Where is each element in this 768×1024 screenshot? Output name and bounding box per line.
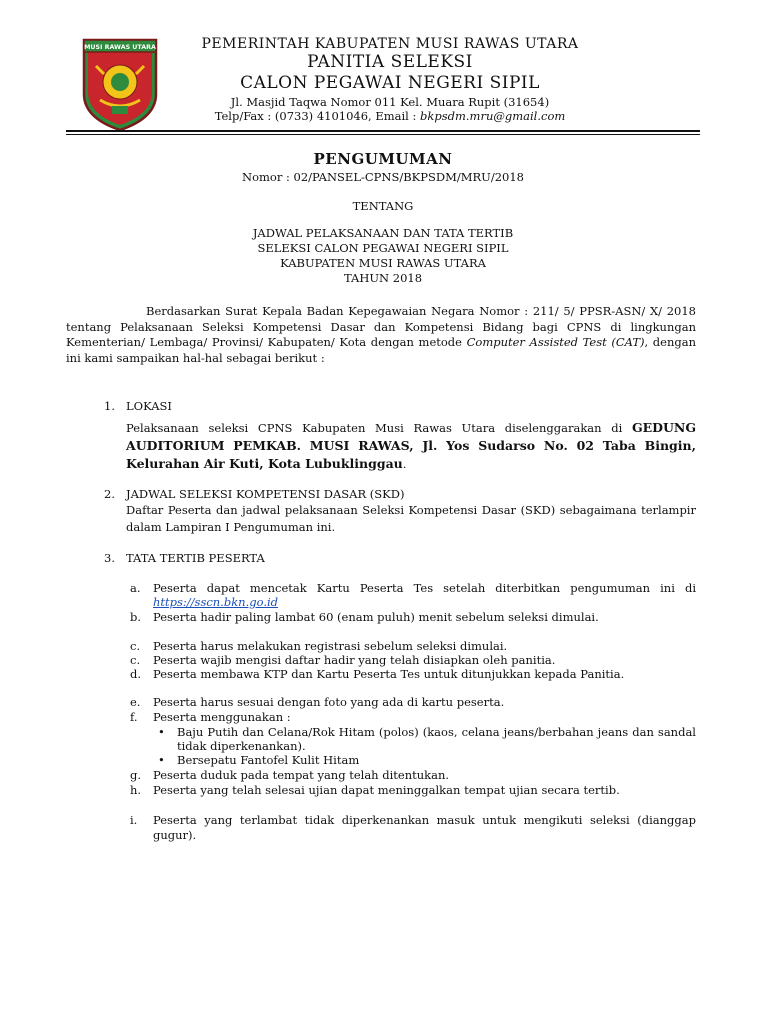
announcement-title: PENGUMUMAN (313, 150, 453, 168)
bullet-text: Bersepatu Fantofel Kulit Hitam (177, 753, 360, 767)
subject-line-2: SELEKSI CALON PEGAWAI NEGERI SIPIL (257, 241, 509, 255)
about-label: TENTANG (352, 199, 414, 213)
letterhead-rule-thick (66, 130, 700, 132)
rule-item-label: e. (130, 695, 141, 709)
rule-item-label: c. (130, 653, 141, 667)
rule-item-a-text: Peserta dapat mencetak Kartu Peserta Tes setelah diterbitkan pengumuman ini di (153, 581, 696, 595)
letterhead-government: PEMERINTAH KABUPATEN MUSI RAWAS UTARA (201, 36, 579, 52)
intro-text: Berdasarkan Surat Kepala Badan Kepegawaian Negara Nomor : 211/ 5/ PPSR-ASN/ X/ 2018 tentang Pelaksanaan Seleksi Kompetensi Dasar dan Kompetensi Bidang bagi CPNS di lingkungan Kementerian/ Lembaga/ Provinsi/ Kabupaten/ Kota dengan metode (66, 304, 696, 349)
rule-item-text: Peserta membawa KTP dan Kartu Peserta Tes untuk ditunjukkan kepada Panitia. (153, 667, 625, 681)
rule-item-label: b. (130, 610, 142, 624)
letterhead-address: Jl. Masjid Taqwa Nomor 011 Kel. Muara Rupit (31654) (230, 95, 550, 109)
subject-line-3: KABUPATEN MUSI RAWAS UTARA (280, 256, 486, 270)
intro-method: Computer Assisted Test (CAT) (466, 335, 645, 349)
rule-item-text: Peserta wajib mengisi daftar hadir yang telah disiapkan oleh panitia. (153, 653, 556, 667)
subject-line-4: TAHUN 2018 (343, 271, 423, 285)
rule-item-label: i. (130, 813, 138, 827)
rule-item-label: g. (130, 768, 142, 782)
section-2-number: 2. (104, 487, 115, 501)
rule-item-label: a. (130, 581, 141, 595)
sscn-link[interactable]: https://sscn.bkn.go.id (153, 594, 279, 609)
section-1-text: Pelaksanaan seleksi CPNS Kabupaten Musi Rawas Utara diselenggarakan di (126, 421, 632, 435)
letterhead-cpns: CALON PEGAWAI NEGERI SIPIL (240, 73, 540, 93)
section-1-number: 1. (104, 399, 115, 413)
announcement-number: Nomor : 02/PANSEL-CPNS/BKPSDM/MRU/2018 (242, 170, 524, 184)
section-2-body: Daftar Peserta dan jadwal pelaksanaan Seleksi Kompetensi Dasar (SKD) sebagaimana terlampir dalam Lampiran I Pengumuman ini. (126, 503, 696, 534)
section-1-title: LOKASI (126, 399, 172, 413)
rule-item-text (153, 582, 696, 609)
logo-lettering: MUSI RAWAS UTARA (84, 44, 156, 51)
contact-email: bkpsdm.mru@gmail.com (420, 109, 566, 123)
section-1-end: . (402, 457, 407, 471)
rule-item-text: Peserta hadir paling lambat 60 (enam puluh) menit sebelum seleksi dimulai. (153, 610, 599, 624)
rule-item-label: h. (130, 783, 142, 797)
section-1-venue: GEDUNG AUDITORIUM PEMKAB. MUSI RAWAS, Jl. Yos Sudarso No. 02 Taba Bingin, Kelurahan Air Kuti, Kota Lubuklinggau (126, 420, 696, 471)
rule-item-label: d. (130, 667, 142, 681)
letterhead-contact (150, 109, 630, 123)
rule-item-text: Peserta duduk pada tempat yang telah ditentukan. (153, 768, 450, 782)
letterhead-committee: PANITIA SELEKSI (307, 52, 473, 72)
letterhead-rule-thin (66, 134, 700, 135)
rule-item-text: Peserta harus melakukan registrasi sebelum seleksi dimulai. (153, 639, 508, 653)
rule-item-label: f. (130, 710, 138, 724)
rule-item-text: Peserta yang terlambat tidak diperkenankan masuk untuk mengikuti seleksi (dianggap gugur). (153, 813, 696, 842)
subject-line-1: JADWAL PELAKSANAAN DAN TATA TERTIB (252, 226, 514, 240)
rule-item-a (0, 581, 768, 609)
intro-paragraph (66, 304, 696, 366)
rule-item-label: c. (130, 639, 141, 653)
rule-item-text: Peserta yang telah selesai ujian dapat meninggalkan tempat ujian secara tertib. (153, 783, 620, 797)
rule-item-text: Peserta menggunakan : (153, 710, 291, 724)
bullet-text: Baju Putih dan Celana/Rok Hitam (polos) (kaos, celana jeans/berbahan jeans dan sandal tidak diperkenankan). (177, 725, 696, 753)
section-2-title: JADWAL SELEKSI KOMPETENSI DASAR (SKD) (126, 487, 405, 501)
rule-item-text: Peserta harus sesuai dengan foto yang ada di kartu peserta. (153, 695, 505, 709)
intro-text-end: , dengan ini kami sampaikan hal-hal sebagai berikut : (66, 335, 696, 365)
contact-phone: Telp/Fax : (0733) 4101046, Email : (214, 109, 421, 123)
bullet-dot-icon: • (158, 725, 165, 739)
section-3-title: TATA TERTIB PESERTA (126, 551, 265, 565)
section-3-number: 3. (104, 551, 115, 565)
bullet-dot-icon: • (158, 753, 165, 767)
section-1-body (126, 419, 696, 473)
